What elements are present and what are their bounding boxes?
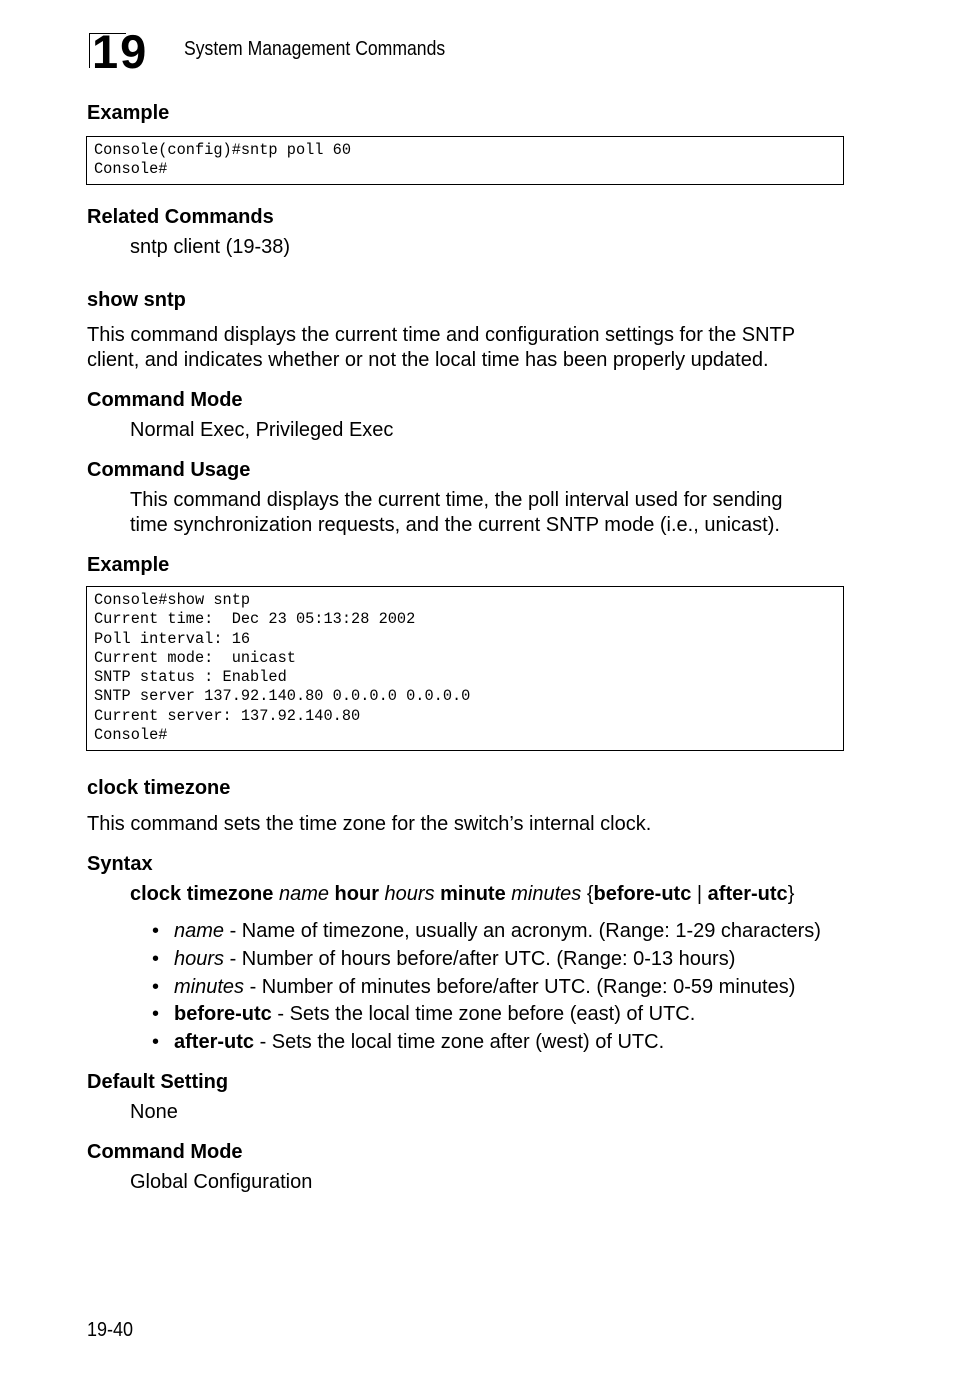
bullet-text: - Number of hours before/after UTC. (Range: 0-13 hours) <box>224 948 736 970</box>
default-setting-heading: Default Setting <box>87 1071 229 1093</box>
description-line: client, and indicates whether or not the local time has been properly updated. <box>87 349 769 371</box>
syntax-brace: { <box>586 883 594 905</box>
bullet-item <box>174 1031 664 1054</box>
usage-line: time synchronization requests, and the current SNTP mode (i.e., unicast). <box>130 514 780 536</box>
show-sntp-description <box>87 323 795 373</box>
code-line: Console#show sntp <box>94 591 251 609</box>
code-block-sntp-poll <box>86 136 844 185</box>
code-line: SNTP server 137.92.140.80 0.0.0.0 0.0.0.0 <box>94 687 471 706</box>
description-line: This command displays the current time and configuration settings for the SNTP <box>87 324 796 346</box>
code-block-show-sntp <box>86 586 844 751</box>
example-heading: Example <box>87 554 170 576</box>
usage-line: This command displays the current time, the poll interval used for sending <box>130 489 783 511</box>
chapter-number: 19 <box>92 25 149 78</box>
bullet-text: - Number of minutes before/after UTC. (Range: 0-59 minutes) <box>244 976 796 998</box>
bullet-dot: • <box>152 1003 160 1025</box>
bullet-item <box>174 976 795 999</box>
bullet-item <box>174 1003 695 1026</box>
bullet-dot: • <box>152 976 160 998</box>
command-mode-text: Normal Exec, Privileged Exec <box>130 419 394 441</box>
syntax-heading: Syntax <box>87 853 153 875</box>
bullet-text: - Sets the local time zone after (west) of UTC. <box>254 1031 665 1053</box>
syntax-param: name <box>278 883 329 905</box>
code-line: Console# <box>94 726 168 745</box>
bullet-text: - Name of timezone, usually an acronym. (Range: 1-29 characters) <box>224 920 821 942</box>
clock-timezone-description: This command sets the time zone for the switch’s internal clock. <box>87 813 652 835</box>
syntax-command: clock timezone <box>130 883 274 905</box>
related-commands-heading: Related Commands <box>87 206 274 228</box>
syntax-line <box>130 883 794 906</box>
code-line: Current server: 137.92.140.80 <box>94 706 361 725</box>
related-command-link[interactable]: sntp client (19-38) <box>130 236 291 258</box>
bullet-dot: • <box>152 1031 160 1053</box>
default-setting-text: None <box>130 1101 178 1123</box>
syntax-param: hours <box>384 883 435 905</box>
code-line: Current time: Dec 23 05:13:28 2002 <box>94 610 416 629</box>
syntax-param: minutes <box>511 883 582 905</box>
bullet-term: name <box>174 920 225 942</box>
command-mode-heading: Command Mode <box>87 389 243 411</box>
bullet-term: before-utc <box>174 1003 272 1025</box>
example-heading: Example <box>87 102 170 124</box>
command-mode-heading: Command Mode <box>87 1141 243 1163</box>
command-usage-text <box>130 488 783 538</box>
code-line: Current mode: unicast <box>94 648 296 667</box>
bullet-term: minutes <box>174 976 245 998</box>
bullet-term: after-utc <box>174 1031 255 1053</box>
syntax-option: after-utc <box>707 883 788 905</box>
syntax-separator: | <box>696 883 703 905</box>
syntax-option: before-utc <box>593 883 692 905</box>
show-sntp-title: show sntp <box>87 289 186 311</box>
bullet-item <box>174 920 821 943</box>
code-line: SNTP status : Enabled <box>94 668 287 687</box>
page-number: 19-40 <box>87 1319 134 1341</box>
code-line: Console(config)#sntp poll 60 <box>94 141 352 159</box>
bullet-dot: • <box>152 920 160 942</box>
bullet-text: - Sets the local time zone before (east) of UTC. <box>271 1003 696 1025</box>
bullet-dot: • <box>152 948 160 970</box>
command-mode-text: Global Configuration <box>130 1171 313 1193</box>
bullet-term: hours <box>174 948 225 970</box>
syntax-keyword: hour <box>334 883 379 905</box>
syntax-brace: } <box>787 883 795 905</box>
command-usage-heading: Command Usage <box>87 459 251 481</box>
clock-timezone-title: clock timezone <box>87 777 231 799</box>
code-line: Poll interval: 16 <box>94 629 251 648</box>
syntax-keyword: minute <box>440 883 506 905</box>
code-line: Console# <box>94 160 168 179</box>
bullet-item <box>174 948 735 971</box>
running-header-title: System Management Commands <box>184 38 446 60</box>
